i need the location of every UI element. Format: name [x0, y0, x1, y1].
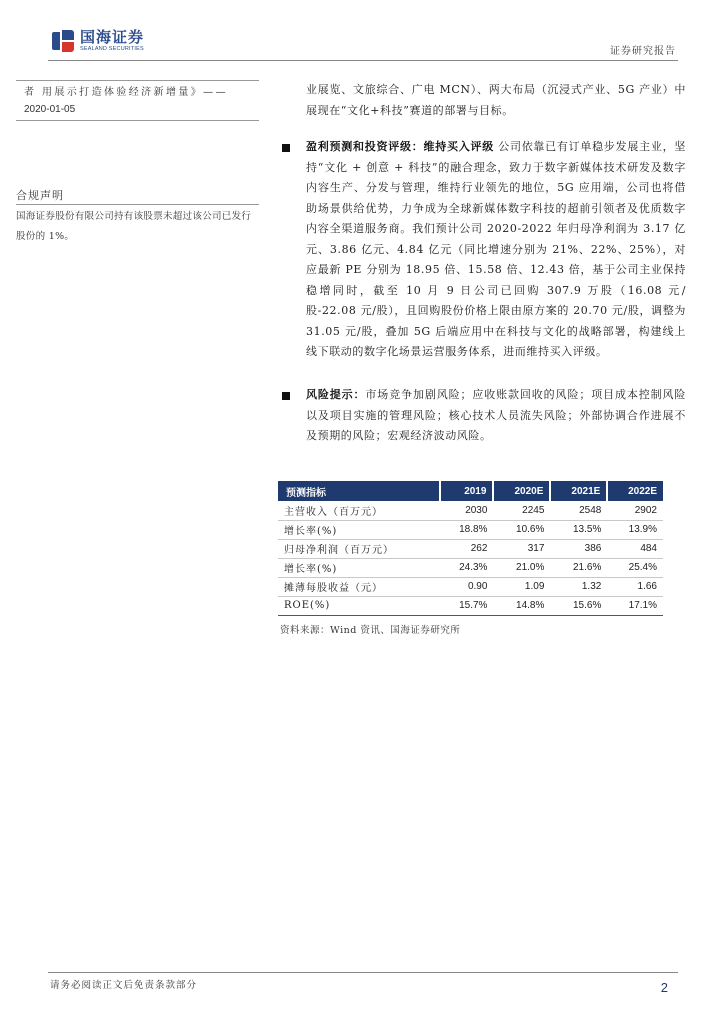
compliance-divider — [16, 204, 259, 205]
risk-lead: 风险提示： — [306, 388, 366, 401]
table-cell: 10.6% — [493, 520, 550, 539]
table-cell: 15.6% — [550, 596, 607, 615]
table-cell: 262 — [440, 539, 494, 558]
compliance-statement: 国海证券股份有限公司持有该股票未超过该公司已发行股份的 1%。 — [16, 211, 252, 242]
table-cell: 17.1% — [607, 596, 663, 615]
page-header — [48, 28, 678, 60]
table-cell: 13.5% — [550, 520, 607, 539]
table-cell: 15.7% — [440, 596, 494, 615]
table-cell: 1.09 — [493, 577, 550, 596]
table-cell: 增长率(%) — [278, 558, 440, 577]
table-cell: 2245 — [493, 501, 550, 520]
table-row — [278, 501, 663, 520]
table-row — [278, 596, 663, 615]
table-cell: 21.6% — [550, 558, 607, 577]
table-cell: 增长率(%) — [278, 520, 440, 539]
table-cell: 13.9% — [607, 520, 663, 539]
logo-chinese-name: 国海证券 — [80, 28, 145, 46]
table-cell: 14.8% — [493, 596, 550, 615]
table-cell: 1.66 — [607, 577, 663, 596]
table-row — [278, 520, 663, 539]
table-row — [278, 539, 663, 558]
footer-divider — [48, 972, 678, 973]
table-row — [278, 558, 663, 577]
related-report-date: 2020-01-05 — [24, 104, 76, 115]
table-header-cell: 预测指标 — [278, 481, 440, 501]
risk-paragraph — [306, 385, 686, 447]
square-bullet-icon — [282, 392, 290, 400]
company-logo — [52, 30, 144, 53]
table-source-note: 资料来源：Wind 资讯、国海证券研究所 — [280, 625, 461, 636]
sidebar-divider-mid — [16, 120, 259, 121]
table-cell: ROE(%) — [278, 596, 440, 615]
table-header-cell: 2019 — [440, 481, 494, 501]
risk-text: 市场竞争加剧风险；应收账款回收的风险；项目成本控制风险以及项目实施的管理风险；核心技术人员流失风险；外部协调合作进展不及预期的风险；宏观经济波动风险。 — [306, 388, 686, 442]
forecast-text: 公司依靠已有订单稳步发展主业，坚持“文化 + 创意 + 科技”的融合理念，致力于数字新媒体技术研发及数字内容生产、分发与管理，维持行业领先的地位，5G 应用端，公司也将借助场景供给优势，力争成为全球新媒体数字科技的超前引领者及优质数字内容全渠道服务商。我们预计公司 2020-2022 年归母净利润为 3.17 亿元、3.86 亿元、4.84 亿元（同比增速分别为 21%、22%、25%），对应最新 PE 分别为 18.95 倍、15.58 倍、12.43 倍，基于公司主业保持稳增同时，截至 10 月 9 日公司已回购 307.9 万股（16.08 元/股-22.08 元/股），且回购股份价格上限由原方案的 20.70 元/股，调整为 31.05 元/股，叠加 5G 后端应用中在科技与文化的战略部署，构建线上线下联动的数字化场景运营服务体系，进而维持买入评级。 — [306, 140, 686, 358]
table-cell: 1.32 — [550, 577, 607, 596]
compliance-heading: 合规声明 — [16, 189, 64, 202]
table-header-cell: 2022E — [607, 481, 663, 501]
related-report-title: 者 用展示打造体验经济新增量》—— — [24, 87, 228, 98]
forecast-lead: 盈利预测和投资评级：维持买入评级 — [306, 140, 494, 153]
table-cell: 21.0% — [493, 558, 550, 577]
table-cell: 2902 — [607, 501, 663, 520]
report-type-label: 证券研究报告 — [610, 46, 676, 57]
sidebar-divider-top — [16, 80, 259, 81]
table-cell: 317 — [493, 539, 550, 558]
forecast-table — [278, 481, 663, 616]
table-cell: 25.4% — [607, 558, 663, 577]
table-header-row — [278, 481, 663, 501]
forecast-paragraph — [306, 137, 686, 363]
page-number: 2 — [660, 980, 668, 995]
table-cell: 386 — [550, 539, 607, 558]
square-bullet-icon — [282, 144, 290, 152]
header-divider — [48, 60, 678, 61]
table-cell: 484 — [607, 539, 663, 558]
intro-paragraph: 业展览、文旅综合、广电 MCN）、两大布局（沉浸式产业、5G 产业）中展现在“文化+科技”赛道的部署与目标。 — [306, 83, 686, 117]
table-cell: 摊薄每股收益（元） — [278, 577, 440, 596]
table-cell: 2030 — [440, 501, 494, 520]
table-row — [278, 577, 663, 596]
table-cell: 0.90 — [440, 577, 494, 596]
table-cell: 2548 — [550, 501, 607, 520]
footer-disclaimer: 请务必阅读正文后免责条款部分 — [50, 980, 198, 991]
table-header-cell: 2020E — [493, 481, 550, 501]
table-cell: 主营收入（百万元） — [278, 501, 440, 520]
table-cell: 18.8% — [440, 520, 494, 539]
logo-english-name: SEALAND SECURITIES — [80, 46, 144, 52]
table-cell: 归母净利润（百万元） — [278, 539, 440, 558]
table-cell: 24.3% — [440, 558, 494, 577]
logo-mark-icon — [52, 30, 74, 52]
table-header-cell: 2021E — [550, 481, 607, 501]
